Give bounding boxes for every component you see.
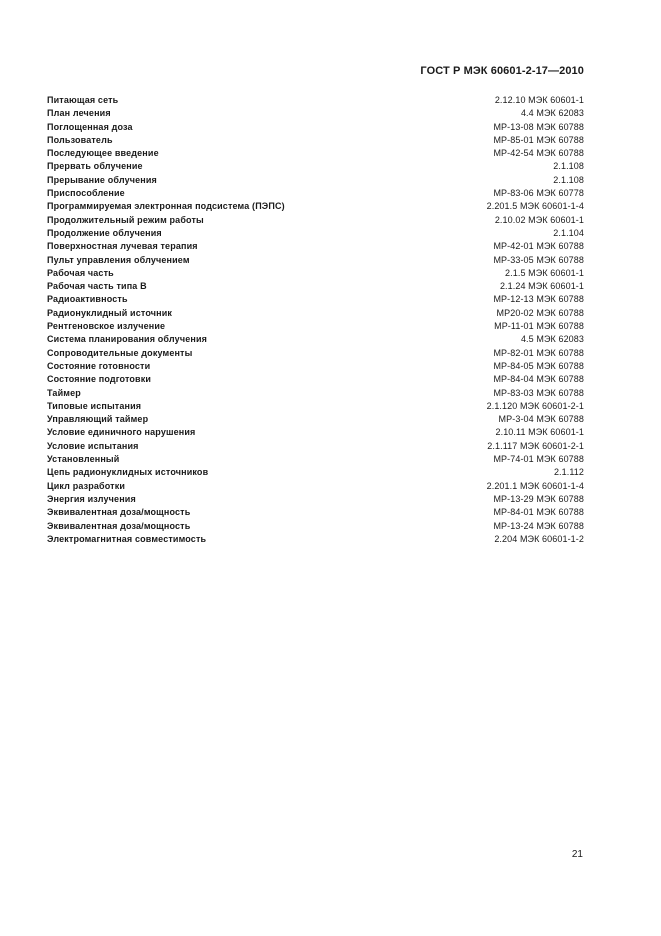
term-row (47, 187, 584, 200)
term-row (47, 160, 584, 173)
term-name: Цикл разработки (47, 480, 126, 491)
term-row (47, 147, 584, 160)
term-name: Состояние готовности (47, 360, 151, 371)
term-row (47, 227, 584, 240)
term-reference: МР-11-01 МЭК 60788 (494, 321, 584, 332)
term-reference: МР-33-05 МЭК 60788 (493, 254, 584, 265)
term-name: Рабочая часть типа В (47, 281, 147, 292)
term-reference: МР-13-29 МЭК 60788 (493, 493, 584, 504)
term-reference: МР-74-01 МЭК 60788 (493, 454, 584, 465)
term-reference: МР-82-01 МЭК 60788 (493, 347, 584, 358)
term-row (47, 333, 584, 346)
term-row (47, 267, 584, 280)
term-row (47, 520, 584, 533)
standard-header: ГОСТ Р МЭК 60601-2-17—2010 (420, 65, 584, 77)
term-row (47, 107, 584, 120)
term-row (47, 280, 584, 293)
term-name: Питающая сеть (47, 95, 119, 105)
term-name: Эквивалентная доза/мощность (47, 520, 191, 531)
term-reference: МР-83-06 МЭК 60778 (493, 188, 584, 199)
term-row (47, 400, 584, 413)
term-reference: МР-3-04 МЭК 60788 (498, 414, 584, 425)
term-reference: 2.201.1 МЭК 60601-1-4 (486, 480, 584, 491)
term-row (47, 506, 584, 519)
term-name: Условие испытания (47, 440, 139, 451)
term-reference: МР-13-08 МЭК 60788 (493, 121, 584, 132)
term-name: Энергия излучения (47, 493, 136, 504)
term-row (47, 320, 584, 333)
term-name: Пульт управления облучением (47, 254, 190, 265)
term-reference: МР-13-24 МЭК 60788 (493, 520, 584, 531)
term-reference: 2.1.112 (553, 467, 584, 478)
term-name: Продолжение облучения (47, 227, 162, 238)
term-name: Цепь радионуклидных источников (47, 467, 209, 478)
term-row (47, 307, 584, 320)
term-row (47, 440, 584, 453)
term-name: Таймер (47, 387, 81, 398)
term-reference: 2.204 МЭК 60601-1-2 (494, 533, 584, 544)
term-row (47, 413, 584, 426)
term-reference: 4.5 МЭК 62083 (520, 334, 584, 345)
term-row (47, 533, 584, 546)
term-name: Условие единичного нарушения (47, 427, 196, 438)
term-row (47, 254, 584, 267)
term-name: Приспособление (47, 188, 125, 199)
term-row (47, 480, 584, 493)
term-reference: 2.201.5 МЭК 60601-1-4 (486, 201, 584, 212)
term-reference: 2.1.108 (553, 161, 584, 172)
term-name: Установленный (47, 454, 120, 465)
term-reference: МР-83-03 МЭК 60788 (493, 387, 584, 398)
term-name: Типовые испытания (47, 400, 142, 411)
term-row (47, 426, 584, 439)
term-name: Радиоактивность (47, 294, 128, 305)
term-name: Сопроводительные документы (47, 347, 193, 358)
term-reference: МР-12-13 МЭК 60788 (493, 294, 584, 305)
term-name: Рабочая часть (47, 267, 114, 278)
term-row (47, 134, 584, 147)
term-reference: 2.1.117 МЭК 60601-2-1 (487, 440, 584, 451)
term-row (47, 174, 584, 187)
term-reference: 2.1.5 МЭК 60601-1 (505, 267, 584, 278)
term-name: Прервать облучение (47, 161, 143, 172)
term-reference: 2.1.108 (553, 174, 584, 185)
term-name: Продолжительный режим работы (47, 214, 204, 225)
term-row (47, 293, 584, 306)
term-name: Эквивалентная доза/мощность (47, 507, 191, 518)
term-row (47, 200, 584, 213)
term-row (47, 94, 584, 107)
term-name: Состояние подготовки (47, 374, 152, 385)
term-reference: МР-85-01 МЭК 60788 (493, 134, 584, 145)
term-reference: МР-42-01 МЭК 60788 (493, 241, 584, 252)
term-reference: МР-84-01 МЭК 60788 (493, 507, 584, 518)
term-row (47, 347, 584, 360)
term-row (47, 121, 584, 134)
term-name: Электромагнитная совместимость (47, 533, 207, 544)
term-name: Система планирования облучения (47, 334, 208, 345)
term-row (47, 214, 584, 227)
term-reference: 4.4 МЭК 62083 (520, 108, 584, 119)
term-reference: 2.1.104 (553, 227, 584, 238)
term-name: Поверхностная лучевая терапия (47, 241, 198, 252)
term-name: Последующее введение (47, 148, 159, 159)
term-reference: 2.1.24 МЭК 60601-1 (499, 281, 584, 292)
term-name: Управляющий таймер (47, 414, 149, 425)
term-reference: 2.12.10 МЭК 60601-1 (494, 95, 584, 105)
term-index-list (47, 94, 584, 546)
term-reference: 2.10.11 МЭК 60601-1 (495, 427, 584, 438)
term-row (47, 387, 584, 400)
term-row (47, 373, 584, 386)
term-row (47, 466, 584, 479)
term-name: Прерывание облучения (47, 174, 157, 185)
term-name: Пользователь (47, 134, 113, 145)
term-reference: МР-84-05 МЭК 60788 (493, 360, 584, 371)
term-reference: МР-84-04 МЭК 60788 (493, 374, 584, 385)
page-number: 21 (571, 849, 583, 860)
term-reference: 2.10.02 МЭК 60601-1 (494, 214, 584, 225)
term-name: Программируемая электронная подсистема (ПЭПС) (47, 201, 285, 212)
term-row (47, 240, 584, 253)
term-row (47, 360, 584, 373)
term-row (47, 493, 584, 506)
term-name: План лечения (47, 108, 111, 119)
term-reference: МР-42-54 МЭК 60788 (493, 148, 584, 159)
term-name: Рентгеновское излучение (47, 321, 166, 332)
term-row (47, 453, 584, 466)
term-reference: 2.1.120 МЭК 60601-2-1 (486, 400, 584, 411)
term-name: Радионуклидный источник (47, 307, 173, 318)
term-reference: МР20-02 МЭК 60788 (496, 307, 584, 318)
term-name: Поглощенная доза (47, 121, 133, 132)
